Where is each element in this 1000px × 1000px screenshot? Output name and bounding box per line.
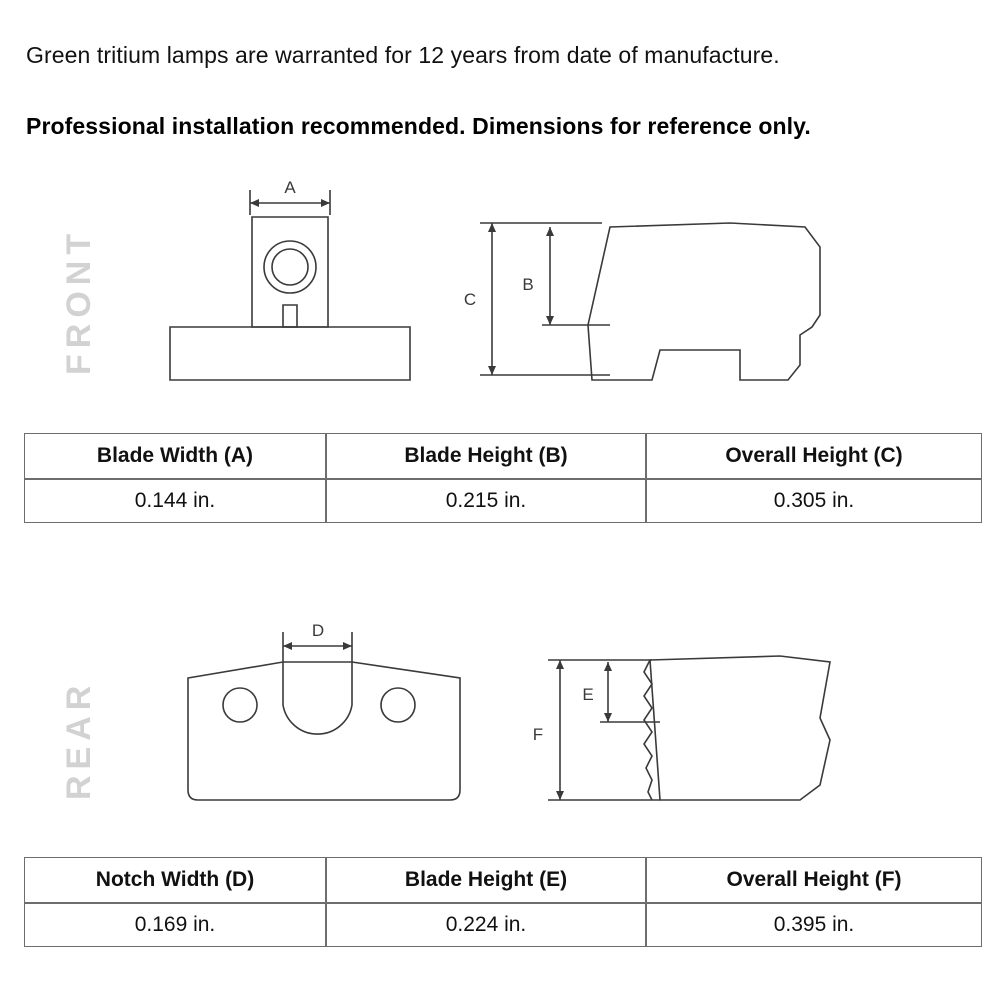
callout-f: F [532, 725, 544, 744]
warranty-notice: Green tritium lamps are warranted for 12 years from date of manufacture. [26, 42, 780, 68]
callout-b: B [522, 275, 534, 294]
installation-notice: Professional installation recommended. Dimensions for reference only. [26, 113, 811, 139]
table-row [24, 857, 982, 903]
table-header-cell: Blade Height (B) [326, 433, 646, 479]
table-header-cell: Notch Width (D) [24, 857, 326, 903]
section-label-front: FRONT [60, 227, 98, 375]
table-row [24, 433, 982, 479]
table-value-cell: 0.169 in. [24, 903, 326, 947]
table-row [24, 479, 982, 523]
section-label-rear: REAR [60, 679, 98, 800]
table-value-cell: 0.395 in. [646, 903, 982, 947]
front-dimensions-table [24, 433, 982, 523]
table-header-cell: Overall Height (C) [646, 433, 982, 479]
table-value-cell: 0.215 in. [326, 479, 646, 523]
table-header-cell: Blade Height (E) [326, 857, 646, 903]
table-row [24, 903, 982, 947]
callout-e: E [582, 685, 594, 704]
rear-sight-drawing [140, 600, 960, 830]
table-value-cell: 0.144 in. [24, 479, 326, 523]
table-header-cell: Blade Width (A) [24, 433, 326, 479]
table-value-cell: 0.224 in. [326, 903, 646, 947]
callout-a: A [284, 178, 296, 197]
callout-c: C [463, 290, 477, 309]
callout-d: D [311, 621, 325, 640]
front-sight-drawing [140, 175, 960, 405]
table-value-cell: 0.305 in. [646, 479, 982, 523]
table-header-cell: Overall Height (F) [646, 857, 982, 903]
rear-dimensions-table [24, 857, 982, 947]
